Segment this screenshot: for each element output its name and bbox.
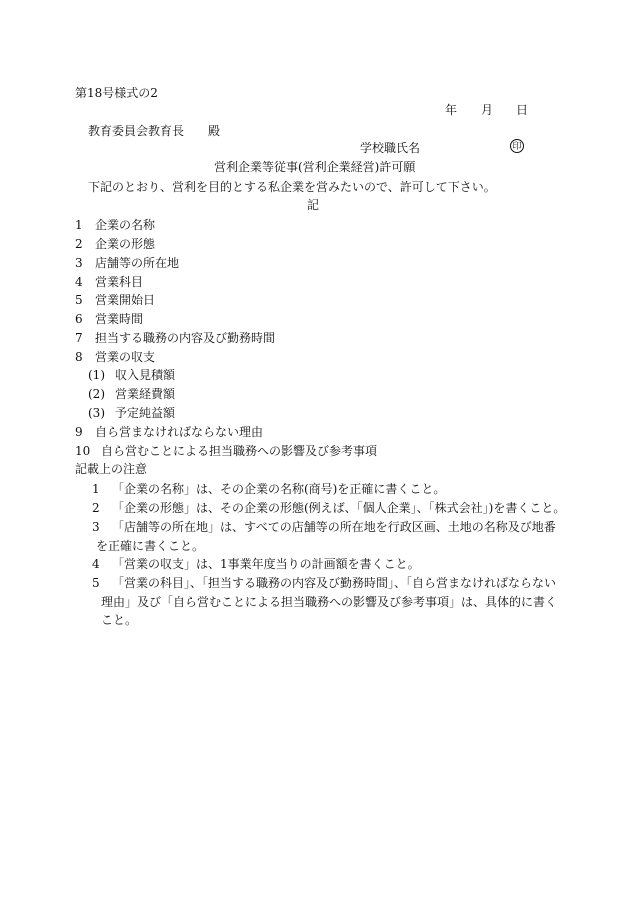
- applicant-label: 学校職氏名: [360, 141, 421, 155]
- date-month-label: 月: [481, 103, 494, 117]
- list-item: 8 営業の収支: [75, 350, 156, 364]
- sub-list-item: (1) 収入見積額: [88, 368, 176, 382]
- document-title: 営利企業等従事(営利企業経営)許可願: [214, 160, 416, 174]
- intro-text: 下記のとおり、営利を目的とする私企業を営みたいので、許可して下さい。: [88, 180, 496, 194]
- list-item: 6 営業時間: [75, 312, 144, 326]
- list-item: 10 自ら営むことによる担当職務への影響及び参考事項: [75, 444, 378, 458]
- note-item: 1 「企業の名称」は、その企業の名称(商号)を正確に書くこと。: [92, 482, 446, 496]
- list-item: 9 自ら営まなければならない理由: [75, 425, 264, 439]
- note-item: 3 「店舗等の所在地」は、すべての店舗等の所在地を行政区画、土地の名称及び地番: [92, 520, 556, 534]
- list-item: 5 営業開始日: [75, 293, 156, 307]
- note-item-continuation: を正確に書くこと。: [96, 539, 205, 553]
- note-item-continuation: 理由」及び「自ら営むことによる担当職務への影響及び参考事項」は、具体的に書く: [101, 595, 558, 609]
- date-day-label: 日: [516, 103, 529, 117]
- date-year-label: 年: [445, 103, 458, 117]
- addressee: 教育委員会教育長 殿: [88, 124, 221, 138]
- note-item-continuation: こと。: [101, 613, 138, 627]
- list-item: 7 担当する職務の内容及び勤務時間: [75, 331, 276, 345]
- sub-list-item: (2) 営業経費額: [88, 387, 176, 401]
- form-number: 第18号様式の2: [75, 86, 158, 100]
- list-item: 1 企業の名称: [75, 218, 156, 232]
- note-item: 5 「営業の科目」、「担当する職務の内容及び勤務時間」、「自ら営まなければならない: [92, 576, 557, 590]
- list-item: 2 企業の形態: [75, 237, 156, 251]
- list-item: 4 営業科目: [75, 275, 144, 289]
- note-item: 2 「企業の形態」は、その企業の形態(例えば、「個人企業」、「株式会社」)を書くこと。: [92, 501, 566, 515]
- notes-heading: 記載上の注意: [75, 462, 148, 476]
- seal-mark: 印: [510, 139, 524, 153]
- note-item: 4 「営業の収支」は、1事業年度当りの計画額を書くこと。: [92, 557, 420, 571]
- ki-heading: 記: [307, 198, 320, 212]
- list-item: 3 店舗等の所在地: [75, 256, 180, 270]
- sub-list-item: (3) 予定純益額: [88, 406, 176, 420]
